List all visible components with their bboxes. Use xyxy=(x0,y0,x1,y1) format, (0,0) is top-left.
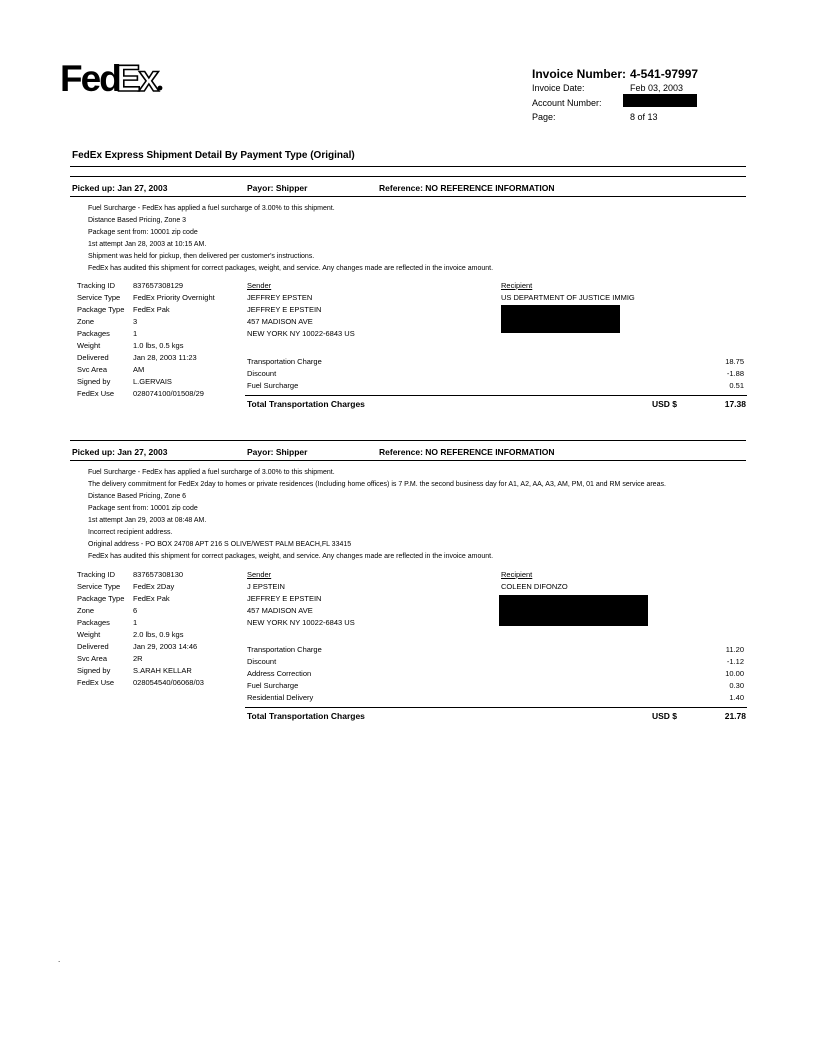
detail-label: Weight xyxy=(77,630,101,639)
detail-value: AM xyxy=(133,365,145,374)
detail-value: FedEx Pak xyxy=(133,594,170,603)
charge-value: 0.30 xyxy=(729,681,744,690)
detail-value: L.GERVAIS xyxy=(133,377,172,386)
detail-label: Service Type xyxy=(77,293,121,302)
total-label: Total Transportation Charges xyxy=(247,399,365,409)
sender-heading: Sender xyxy=(247,570,272,579)
shipment-2-note: Original address - PO BOX 24708 APT 216 S OLIVE/WEST PALM BEACH,FL 33415 xyxy=(88,541,352,548)
detail-value: FedEx 2Day xyxy=(133,582,175,591)
detail-value: 1.0 lbs, 0.5 kgs xyxy=(133,341,184,350)
document-title: FedEx Express Shipment Detail By Payment Type (Original) xyxy=(72,150,355,161)
shipment-2-note: FedEx has audited this shipment for correct packages, weight, and service. Any changes made are reflected in the invoice amount. xyxy=(88,553,494,560)
svg-text:Fed: Fed xyxy=(60,58,120,99)
detail-label: Tracking ID xyxy=(77,570,116,579)
sender-line: 457 MADISON AVE xyxy=(247,317,313,326)
charge-value: -1.88 xyxy=(726,369,744,378)
detail-value: Jan 28, 2003 11:23 xyxy=(133,353,197,362)
detail-value: 028074100/01508/29 xyxy=(133,389,204,398)
detail-label: Weight xyxy=(77,341,101,350)
invoice-date-label: Invoice Date: xyxy=(532,83,585,93)
invoice-date: Feb 03, 2003 xyxy=(630,83,684,93)
total-amount: 21.78 xyxy=(724,711,746,721)
detail-value: FedEx Pak xyxy=(133,305,170,314)
detail-value: 837657308129 xyxy=(133,281,184,290)
detail-value: 028054540/06068/03 xyxy=(133,678,204,687)
shipment-2-reference: Reference: NO REFERENCE INFORMATION xyxy=(379,447,555,457)
shipment-1-note: Fuel Surcharge - FedEx has applied a fuel surcharge of 3.00% to this shipment. xyxy=(88,205,335,212)
detail-label: Service Type xyxy=(77,582,121,591)
charge-value: -1.12 xyxy=(726,657,744,666)
detail-label: Packages xyxy=(77,329,110,338)
detail-value: 2R xyxy=(133,654,143,663)
detail-value: 3 xyxy=(133,317,138,326)
shipment-1-payor: Payor: Shipper xyxy=(247,183,308,193)
detail-label: Signed by xyxy=(77,666,111,675)
detail-value: S.ARAH KELLAR xyxy=(133,666,192,675)
sender-line: JEFFREY E EPSTEIN xyxy=(247,305,322,314)
shipment-1-header-rule xyxy=(70,196,746,197)
detail-label: Delivered xyxy=(77,642,109,651)
detail-label: Tracking ID xyxy=(77,281,116,290)
recipient-line: COLEEN DIFONZO xyxy=(501,582,568,591)
detail-label: Package Type xyxy=(77,594,125,603)
detail-label: FedEx Use xyxy=(77,389,115,398)
sender-line: JEFFREY EPSTEN xyxy=(247,293,313,302)
detail-label: FedEx Use xyxy=(77,678,115,687)
title-rule xyxy=(70,166,746,167)
invoice-number-label: Invoice Number: xyxy=(532,67,627,81)
charge-value: 0.51 xyxy=(729,381,744,390)
sender-line: JEFFREY E EPSTEIN xyxy=(247,594,322,603)
shipment-1-note: 1st attempt Jan 28, 2003 at 10:15 AM. xyxy=(88,241,207,248)
detail-label: Svc Area xyxy=(77,654,108,663)
total-label: Total Transportation Charges xyxy=(247,711,365,721)
total-rule xyxy=(245,395,747,396)
shipment-2-note: Package sent from: 10001 zip code xyxy=(88,505,198,512)
charge-value: 18.75 xyxy=(725,357,744,366)
sender-line: NEW YORK NY 10022-6843 US xyxy=(247,329,355,338)
total-currency: USD $ xyxy=(652,711,678,721)
charge-value: 1.40 xyxy=(729,693,744,702)
recipient-heading: Recipient xyxy=(501,281,533,290)
detail-value: 2.0 lbs, 0.9 kgs xyxy=(133,630,184,639)
detail-value: 837657308130 xyxy=(133,570,184,579)
charge-value: 11.20 xyxy=(725,645,744,654)
detail-label: Package Type xyxy=(77,305,125,314)
total-rule xyxy=(245,707,747,708)
total-currency: USD $ xyxy=(652,399,678,409)
detail-label: Svc Area xyxy=(77,365,108,374)
sender-line: J EPSTEIN xyxy=(247,582,285,591)
recipient-heading: Recipient xyxy=(501,570,533,579)
sender-line: 457 MADISON AVE xyxy=(247,606,313,615)
shipment-1-reference: Reference: NO REFERENCE INFORMATION xyxy=(379,183,555,193)
shipment-2-note: 1st attempt Jan 29, 2003 at 08:48 AM. xyxy=(88,517,207,524)
recipient-address-redaction xyxy=(499,595,648,626)
recipient-line: US DEPARTMENT OF JUSTICE IMMIG xyxy=(501,293,635,302)
svg-text:Ex: Ex xyxy=(116,58,158,99)
charge-label: Residential Delivery xyxy=(247,693,314,702)
shipment-2-header-rule xyxy=(70,460,746,461)
shipment-2-note: Fuel Surcharge - FedEx has applied a fuel surcharge of 3.00% to this shipment. xyxy=(88,469,335,476)
shipment-2-picked-up: Picked up: Jan 27, 2003 xyxy=(72,447,168,457)
page-number: 8 of 13 xyxy=(630,112,658,122)
account-number-redaction xyxy=(623,94,697,107)
detail-value: 1 xyxy=(133,618,138,627)
shipment-2-payor: Payor: Shipper xyxy=(247,447,308,457)
shipment-2-note: Distance Based Pricing, Zone 6 xyxy=(88,493,187,500)
footer-mark: . xyxy=(58,955,61,964)
charge-label: Fuel Surcharge xyxy=(247,381,299,390)
detail-label: Zone xyxy=(77,317,95,326)
page-label: Page: xyxy=(532,112,556,122)
sender-heading: Sender xyxy=(247,281,272,290)
detail-label: Delivered xyxy=(77,353,109,362)
shipment-2-top-rule xyxy=(70,440,746,441)
shipment-2-note: Incorrect recipient address. xyxy=(88,529,173,536)
charge-label: Discount xyxy=(247,369,277,378)
shipment-1-note: Shipment was held for pickup, then delivered per customer's instructions. xyxy=(88,253,315,260)
fedex-logo xyxy=(60,58,164,100)
charge-label: Address Correction xyxy=(247,669,312,678)
detail-value: FedEx Priority Overnight xyxy=(133,293,215,302)
detail-value: Jan 29, 2003 14:46 xyxy=(133,642,198,651)
charge-value: 10.00 xyxy=(725,669,744,678)
shipment-1-picked-up: Picked up: Jan 27, 2003 xyxy=(72,183,168,193)
shipment-1-note: FedEx has audited this shipment for correct packages, weight, and service. Any changes made are reflected in the invoice amount. xyxy=(88,265,494,272)
recipient-address-redaction xyxy=(501,305,620,333)
charge-label: Discount xyxy=(247,657,277,666)
account-number-label: Account Number: xyxy=(532,98,602,108)
detail-label: Packages xyxy=(77,618,110,627)
shipment-1-top-rule xyxy=(70,176,746,177)
detail-label: Signed by xyxy=(77,377,111,386)
sender-line: NEW YORK NY 10022-6843 US xyxy=(247,618,355,627)
detail-value: 1 xyxy=(133,329,138,338)
shipment-1-note: Distance Based Pricing, Zone 3 xyxy=(88,217,187,224)
detail-value: 6 xyxy=(133,606,138,615)
charge-label: Transportation Charge xyxy=(247,357,322,366)
detail-label: Zone xyxy=(77,606,95,615)
total-amount: 17.38 xyxy=(724,399,746,409)
charge-label: Transportation Charge xyxy=(247,645,322,654)
charge-label: Fuel Surcharge xyxy=(247,681,299,690)
invoice-number: 4-541-97997 xyxy=(630,67,699,81)
shipment-2-note: The delivery commitment for FedEx 2day to homes or private residences (Including home offices) is 7 P.M. the second business day for A1, A2, AA, A3, AM, PM, 01 and RM service areas. xyxy=(88,481,666,488)
shipment-1-note: Package sent from: 10001 zip code xyxy=(88,229,198,236)
